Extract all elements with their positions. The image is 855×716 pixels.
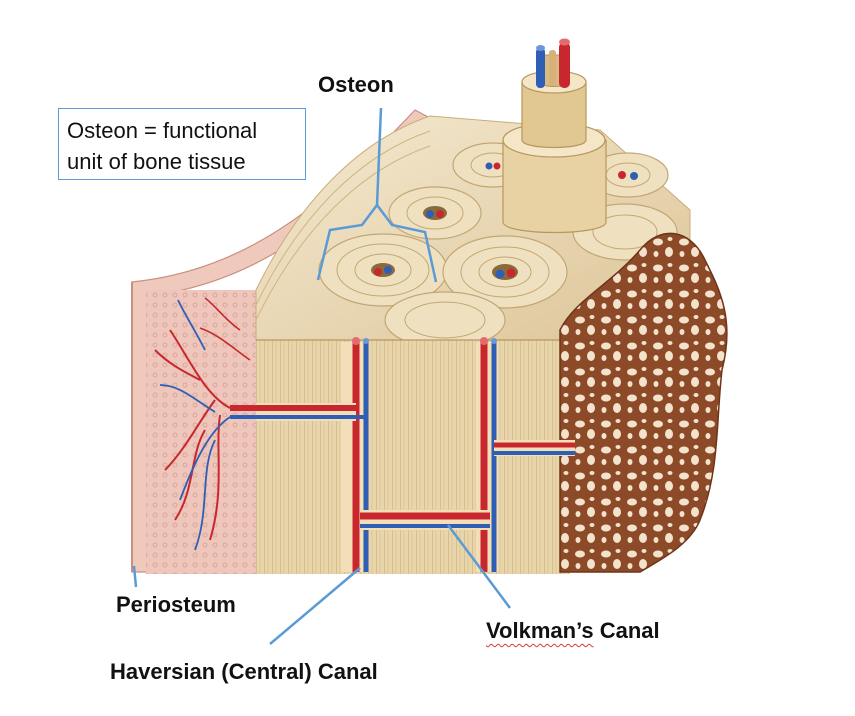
osteon-definition-box	[58, 108, 306, 180]
periosteum-label: Periosteum	[116, 592, 236, 617]
protruding-osteon	[503, 39, 606, 233]
haversian-canal-label: Haversian (Central) Canal	[110, 659, 378, 684]
note-line-2: unit of bone tissue	[67, 149, 246, 174]
haversian-leader	[270, 568, 360, 644]
osteon-label: Osteon	[318, 72, 394, 97]
volkman-suffix: Canal	[593, 618, 660, 643]
compact-bone-front	[256, 340, 570, 574]
note-line-1: Osteon = functional	[67, 118, 258, 143]
volkman-canal-label	[486, 618, 660, 644]
volkman-word: Volkman’s	[486, 618, 594, 643]
